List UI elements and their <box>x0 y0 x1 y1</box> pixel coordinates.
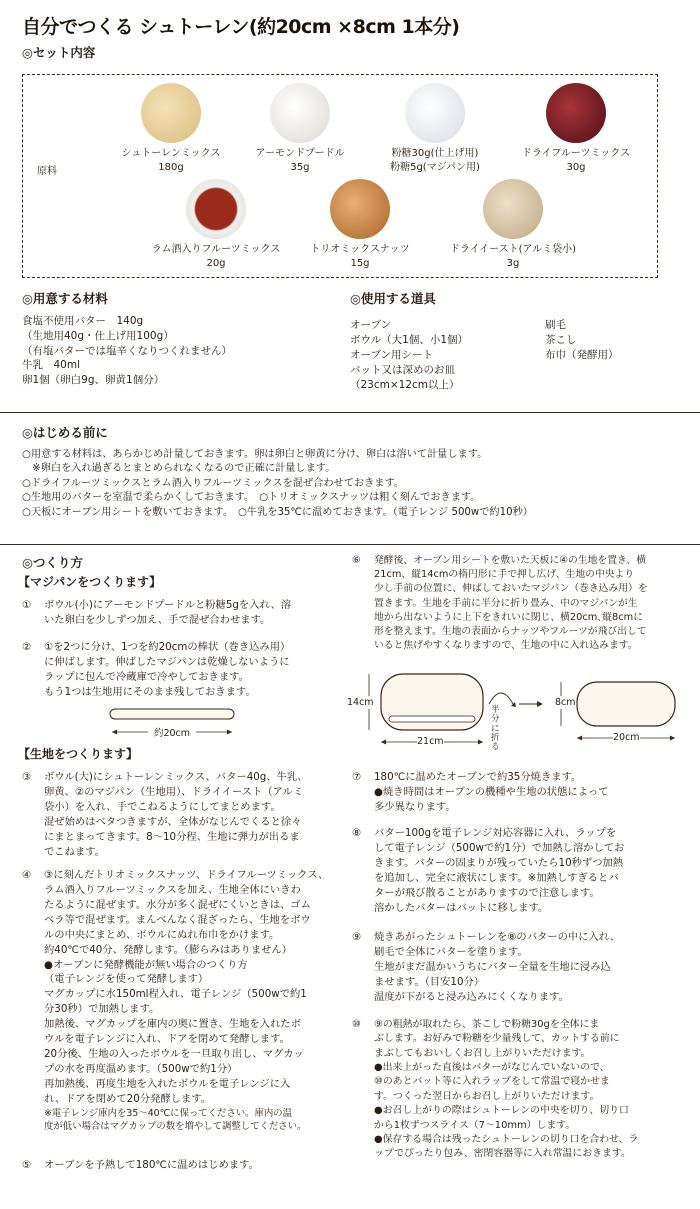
set-item-stollen-mix: シュトーレンミックス 180g <box>111 83 231 174</box>
before-line: ○ドライフルーツミックスとラム酒入りフルーツミックスを混ぜ合わせておきます。 <box>22 477 405 489</box>
divider <box>0 412 700 413</box>
powdered-sugar-image <box>405 83 465 143</box>
dried-fruit-image <box>546 83 606 143</box>
next-arrow-icon <box>537 701 543 707</box>
marzipan-subheading: 【マジパンをつくります】 <box>18 575 162 589</box>
height-before-label: 14cm <box>347 697 374 708</box>
before-line: ○天板にオーブン用シートを敷いておきます。 ○牛乳を35℃に温めておきます。（電子レンジ 500wで約10秒） <box>22 506 533 518</box>
shaped-stollen-shape <box>577 682 675 726</box>
materials-section <box>22 290 232 388</box>
arrow-head-left-icon <box>381 740 386 745</box>
tool-item: 茶こし <box>545 333 577 346</box>
before-section <box>22 424 533 520</box>
step-number: ⑧ <box>352 827 362 839</box>
step-number: ⑩ <box>352 1019 361 1030</box>
step-number: ③ <box>22 771 32 783</box>
tools-right-column <box>545 318 619 363</box>
set-contents-box <box>22 74 658 278</box>
divider <box>0 544 700 545</box>
material-line: （有塩バターでは塩辛くなりつくれません） <box>22 344 232 357</box>
set-item-almond-poudre: アーモンドプードル 35g <box>245 83 355 174</box>
tools-heading: ◎使用する道具 <box>350 291 436 306</box>
step-number: ⑦ <box>352 771 362 783</box>
fold-label: 半分に折る <box>491 705 500 753</box>
step-3: ③ ボウル(大)にシュトーレンミックス、バター40g、牛乳、 卵黄、②のマジパン（生地用）、ドライイースト（アルミ 袋小）を入れ、手でこねるようにしてまとめます。 混ぜ始めはベタつきますが、全体がなじんでくると徐々 にまとまってきます。8～10分程、生地に弾力が出るま でこねます。 <box>22 771 308 858</box>
step-6: ⑥ 発酵後、オーブン用シートを敷いた天板に④の生地を置き、横 21cm、縦14cmの楕円形に手で押し広げ、生地の中央より 少し手前の位置に、伸ばしておいたマジパン（巻き込み用）を 置きます。生地を手前に半分に折り畳み、中のマジパンが生 地から出ないように上下をきれいに閉じ、横20cm､縦8cmに 形を整えます。生地の表面からナッツやフルーツが飛び出して いると焦げやすくなりますので、生地の中に入れ込みます。 <box>352 555 648 652</box>
dough-subheading: 【生地をつくります】 <box>18 747 139 761</box>
step-5: ⑤ オーブンを予熱して180℃に温めはじめます。 <box>22 1159 259 1171</box>
tool-item: バット又は深めのお皿 <box>350 363 455 376</box>
method-heading: ◎つくり方 <box>22 555 83 570</box>
before-line: ※卵白を入れ過ぎるとまとめられなくなるので正確に計量します。 <box>22 463 336 475</box>
width-before-label: 21cm <box>417 736 444 747</box>
tool-item: ボウル（大1個、小1個） <box>350 333 469 346</box>
step-number: ① <box>22 599 32 611</box>
arrow-head-right-icon <box>478 740 483 745</box>
shaping-diagram <box>347 668 685 763</box>
step-4: ④ ③に刻んだトリオミックスナッツ、ドライフルーツミックス、 ラム酒入りフルーツミックスを加え、生地全体にいきわ たるように混ぜます。水分が多く混ぜにくいときは、ゴム ベラ等で混ぜます。まんべんなく混ざったら、生地をボウ ルの中央にまとめ、ボウルにぬれ布巾をかけます。 約40℃で40分、発酵します。（膨らみはありません） ●オーブンに発酵機能が無い場合のつくり方 （電子レンジを使って発酵します） マグカップに水150ml程入れ、電子レンジ（500wで約1 分30秒）で加熱します。 加熱後、マグカップを庫内の奥に置き、生地を入れたボ ウルを電子レンジに入れ、ドアを閉めて発酵します。 20分後、生地の入ったボウルを一旦取り出し、マグカッ プの水を再度温めます。（500wで約1分） 再加熱後、再度生地を入れたボウルを電子レンジに入 れ、ドアを閉めて20分発酵します。 ※電子レンジ庫内を35～40℃に保ってください。庫内の温 度が低い場合はマグカップの数を増やして調整してください。 <box>22 869 329 1133</box>
arrow-head-left-icon <box>577 736 582 741</box>
set-item-dry-yeast: ドライイースト(アルミ袋小) 3g <box>433 179 593 270</box>
arrow-head-right-icon <box>670 736 675 741</box>
set-item-powdered-sugar: 粉糖30g(仕上げ用) 粉糖5g(マジパン用) <box>375 83 495 174</box>
set-item-dried-fruit-mix: ドライフルーツミックス 30g <box>511 83 641 174</box>
rum-fruit-image <box>186 179 246 239</box>
step-7: ⑦ 180℃に温めたオーブンで約35分焼きます。 ●焼き時間はオーブンの機種や生地の状態によって 多少異なります。 <box>352 771 609 813</box>
fold-arrow-icon <box>489 693 513 704</box>
step-10: ⑩ ⑨の粗熱が取れたら、茶こしで粉糖30gを全体にま ぶします。お好みで粉糖を少量残して、カットする前に まぶしてもおいしくお召し上がりいただけます。 ●出来上がった直後はバターがなじんでいないので、 ⑩のあとバット等に入れラップをして常温で寝かせま す。つくった翌日からお召し上がりいただけます。 ●お召し上がりの際はシュトーレンの中央を切り、切り口 から1枚ずつスライス（7～10mm）します。 ●保存する場合は残ったシュトーレンの切り口を合わせ、ラ ップでぴったり包み、密閉容器等に入れ常温におきます。 <box>352 1019 639 1160</box>
step-1: ① ボウル(小)にアーモンドプードルと粉糖5gを入れ、溶 いた卵白を少しずつ加え、手で混ぜ合わせます。 <box>22 599 292 626</box>
materials-heading: ◎用意する材料 <box>22 291 108 306</box>
tool-item: 布巾（発酵用） <box>545 348 619 361</box>
step-number: ④ <box>22 869 32 881</box>
ingredients-side-label: 原料 <box>37 166 57 177</box>
tool-item: （23cm×12cm以上） <box>350 378 460 391</box>
before-heading: ◎はじめる前に <box>22 425 108 440</box>
stollen-mix-image <box>141 83 201 143</box>
set-heading: ◎セット内容 <box>22 45 96 60</box>
fold-arrow-head-icon <box>511 702 516 707</box>
marzipan-inside-shape <box>389 716 475 722</box>
dry-yeast-image <box>483 179 543 239</box>
tool-item: 刷毛 <box>545 319 566 331</box>
before-line: ○生地用のバターを室温で柔らかくしておきます。 ○トリオミックスナッツは粗く刻んでおきます。 <box>22 492 481 504</box>
tool-item: オーブン用シート <box>350 348 434 361</box>
material-line: 食塩不使用バター 140g <box>22 314 144 327</box>
arrow-head-left-icon <box>112 730 117 735</box>
step-number: ⑤ <box>22 1159 32 1171</box>
tool-item: オーブン <box>350 319 392 331</box>
step-9: ⑨ 焼きあがったシュトーレンを⑧のバターの中に入れ、 刷毛で全体にバターを塗ります。 生地がまだ温かいうちにバター全量を生地に浸み込 ませます。（目安10分） 温度が下がると浸み込みにくくなります。 <box>352 931 621 1003</box>
arrow-head-right-icon <box>227 730 232 735</box>
material-line: 牛乳 40ml <box>22 359 81 372</box>
height-after-label: 8cm <box>555 697 576 708</box>
before-line: ○用意する材料は、あらかじめ計量しておきます。卵は卵白と卵黄に分け、卵白は溶いて計量します。 <box>22 448 488 460</box>
marzipan-length-label: 約20cm <box>153 728 191 739</box>
tools-left-column <box>350 318 468 393</box>
width-after-label: 20cm <box>613 732 640 743</box>
step-number: ② <box>22 641 32 653</box>
step-number: ⑨ <box>352 931 362 943</box>
step-8: ⑧ バター100gを電子レンジ対応容器に入れ、ラップを して電子レンジ（500wで約1分）で加熱し溶かしてお きます。バターの固まりが残っていたら10秒ずつ加熱 を追加し、完全に液状にします。※加熱しすぎるとバ ターが飛び散ることがありますので注意します。 溶かしたバターはバットに移します。 <box>352 827 625 914</box>
mixed-nuts-image <box>330 179 390 239</box>
marzipan-rod-shape <box>110 709 234 719</box>
shaping-diagram-svg <box>355 668 685 763</box>
material-line: （生地用40g・仕上げ用100g） <box>22 329 174 342</box>
marzipan-rod-illustration <box>108 706 238 740</box>
set-item-rum-fruit-mix: ラム酒入りフルーツミックス 20g <box>141 179 291 270</box>
step-2: ② ①を2つに分け、1つを約20cmの棒状（巻き込み用） に伸ばします。伸ばしたマジパンは乾燥しないように ラップに包んで冷蔵庫で冷やしておきます。 もう1つは生地用にそのまま残しておきます。 <box>22 641 291 698</box>
material-line: 卵1個（卵白9g、卵黄1個分） <box>22 374 165 387</box>
step-number: ⑥ <box>352 555 361 566</box>
almond-poudre-image <box>270 83 330 143</box>
set-item-trio-mix-nuts: トリオミックスナッツ 15g <box>305 179 415 270</box>
page-title: 自分でつくる シュトーレン(約20cm ×8cm 1本分) <box>22 16 460 38</box>
